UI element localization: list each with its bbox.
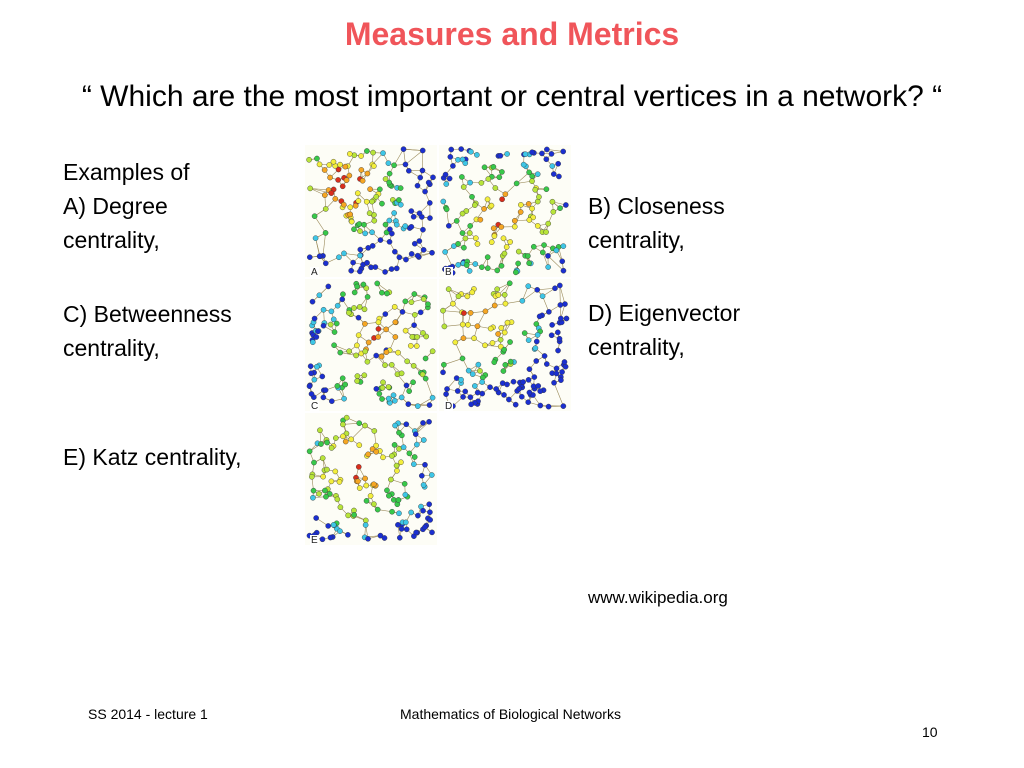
footer-page-number: 10 (922, 724, 938, 740)
betweenness-centrality-line1: C) Betweenness (63, 301, 232, 327)
slide-question: “ Which are the most important or central vertices in a network? “ (81, 80, 943, 113)
degree-centrality-line1: A) Degree (63, 193, 168, 219)
network-panel-a (305, 145, 437, 277)
panel-label-c: C (311, 401, 319, 412)
network-figure (305, 145, 580, 555)
katz-centrality-line1: E) Katz centrality, (63, 444, 242, 470)
panel-label-e: E (311, 535, 318, 546)
betweenness-text-block (63, 297, 232, 365)
closeness-text-block (588, 189, 725, 257)
closeness-centrality-line1: B) Closeness (588, 193, 725, 219)
footer-course-title: Mathematics of Biological Networks (400, 706, 621, 722)
panel-label-a: A (311, 267, 318, 278)
network-panel-e (305, 413, 437, 545)
network-panel-d (439, 279, 571, 411)
eigenvector-centrality-line1: D) Eigenvector (588, 300, 741, 326)
footer-course: SS 2014 - lecture 1 (88, 706, 208, 722)
katz-text-block (63, 440, 242, 474)
network-panel-b (439, 145, 571, 277)
source-link[interactable]: www.wikipedia.org (588, 588, 728, 607)
slide-title: Measures and Metrics (344, 16, 680, 52)
closeness-centrality-line2: centrality, (588, 227, 685, 253)
network-panel-c (305, 279, 437, 411)
degree-centrality-line2: centrality, (63, 227, 160, 253)
examples-intro: Examples of (63, 159, 190, 185)
panel-label-d: D (445, 401, 453, 412)
betweenness-centrality-line2: centrality, (63, 335, 160, 361)
panel-label-b: B (445, 267, 452, 278)
eigenvector-text-block (588, 296, 740, 364)
network-centrality-graphs (305, 145, 580, 555)
eigenvector-centrality-line2: centrality, (588, 334, 685, 360)
left-text-block (63, 155, 190, 257)
